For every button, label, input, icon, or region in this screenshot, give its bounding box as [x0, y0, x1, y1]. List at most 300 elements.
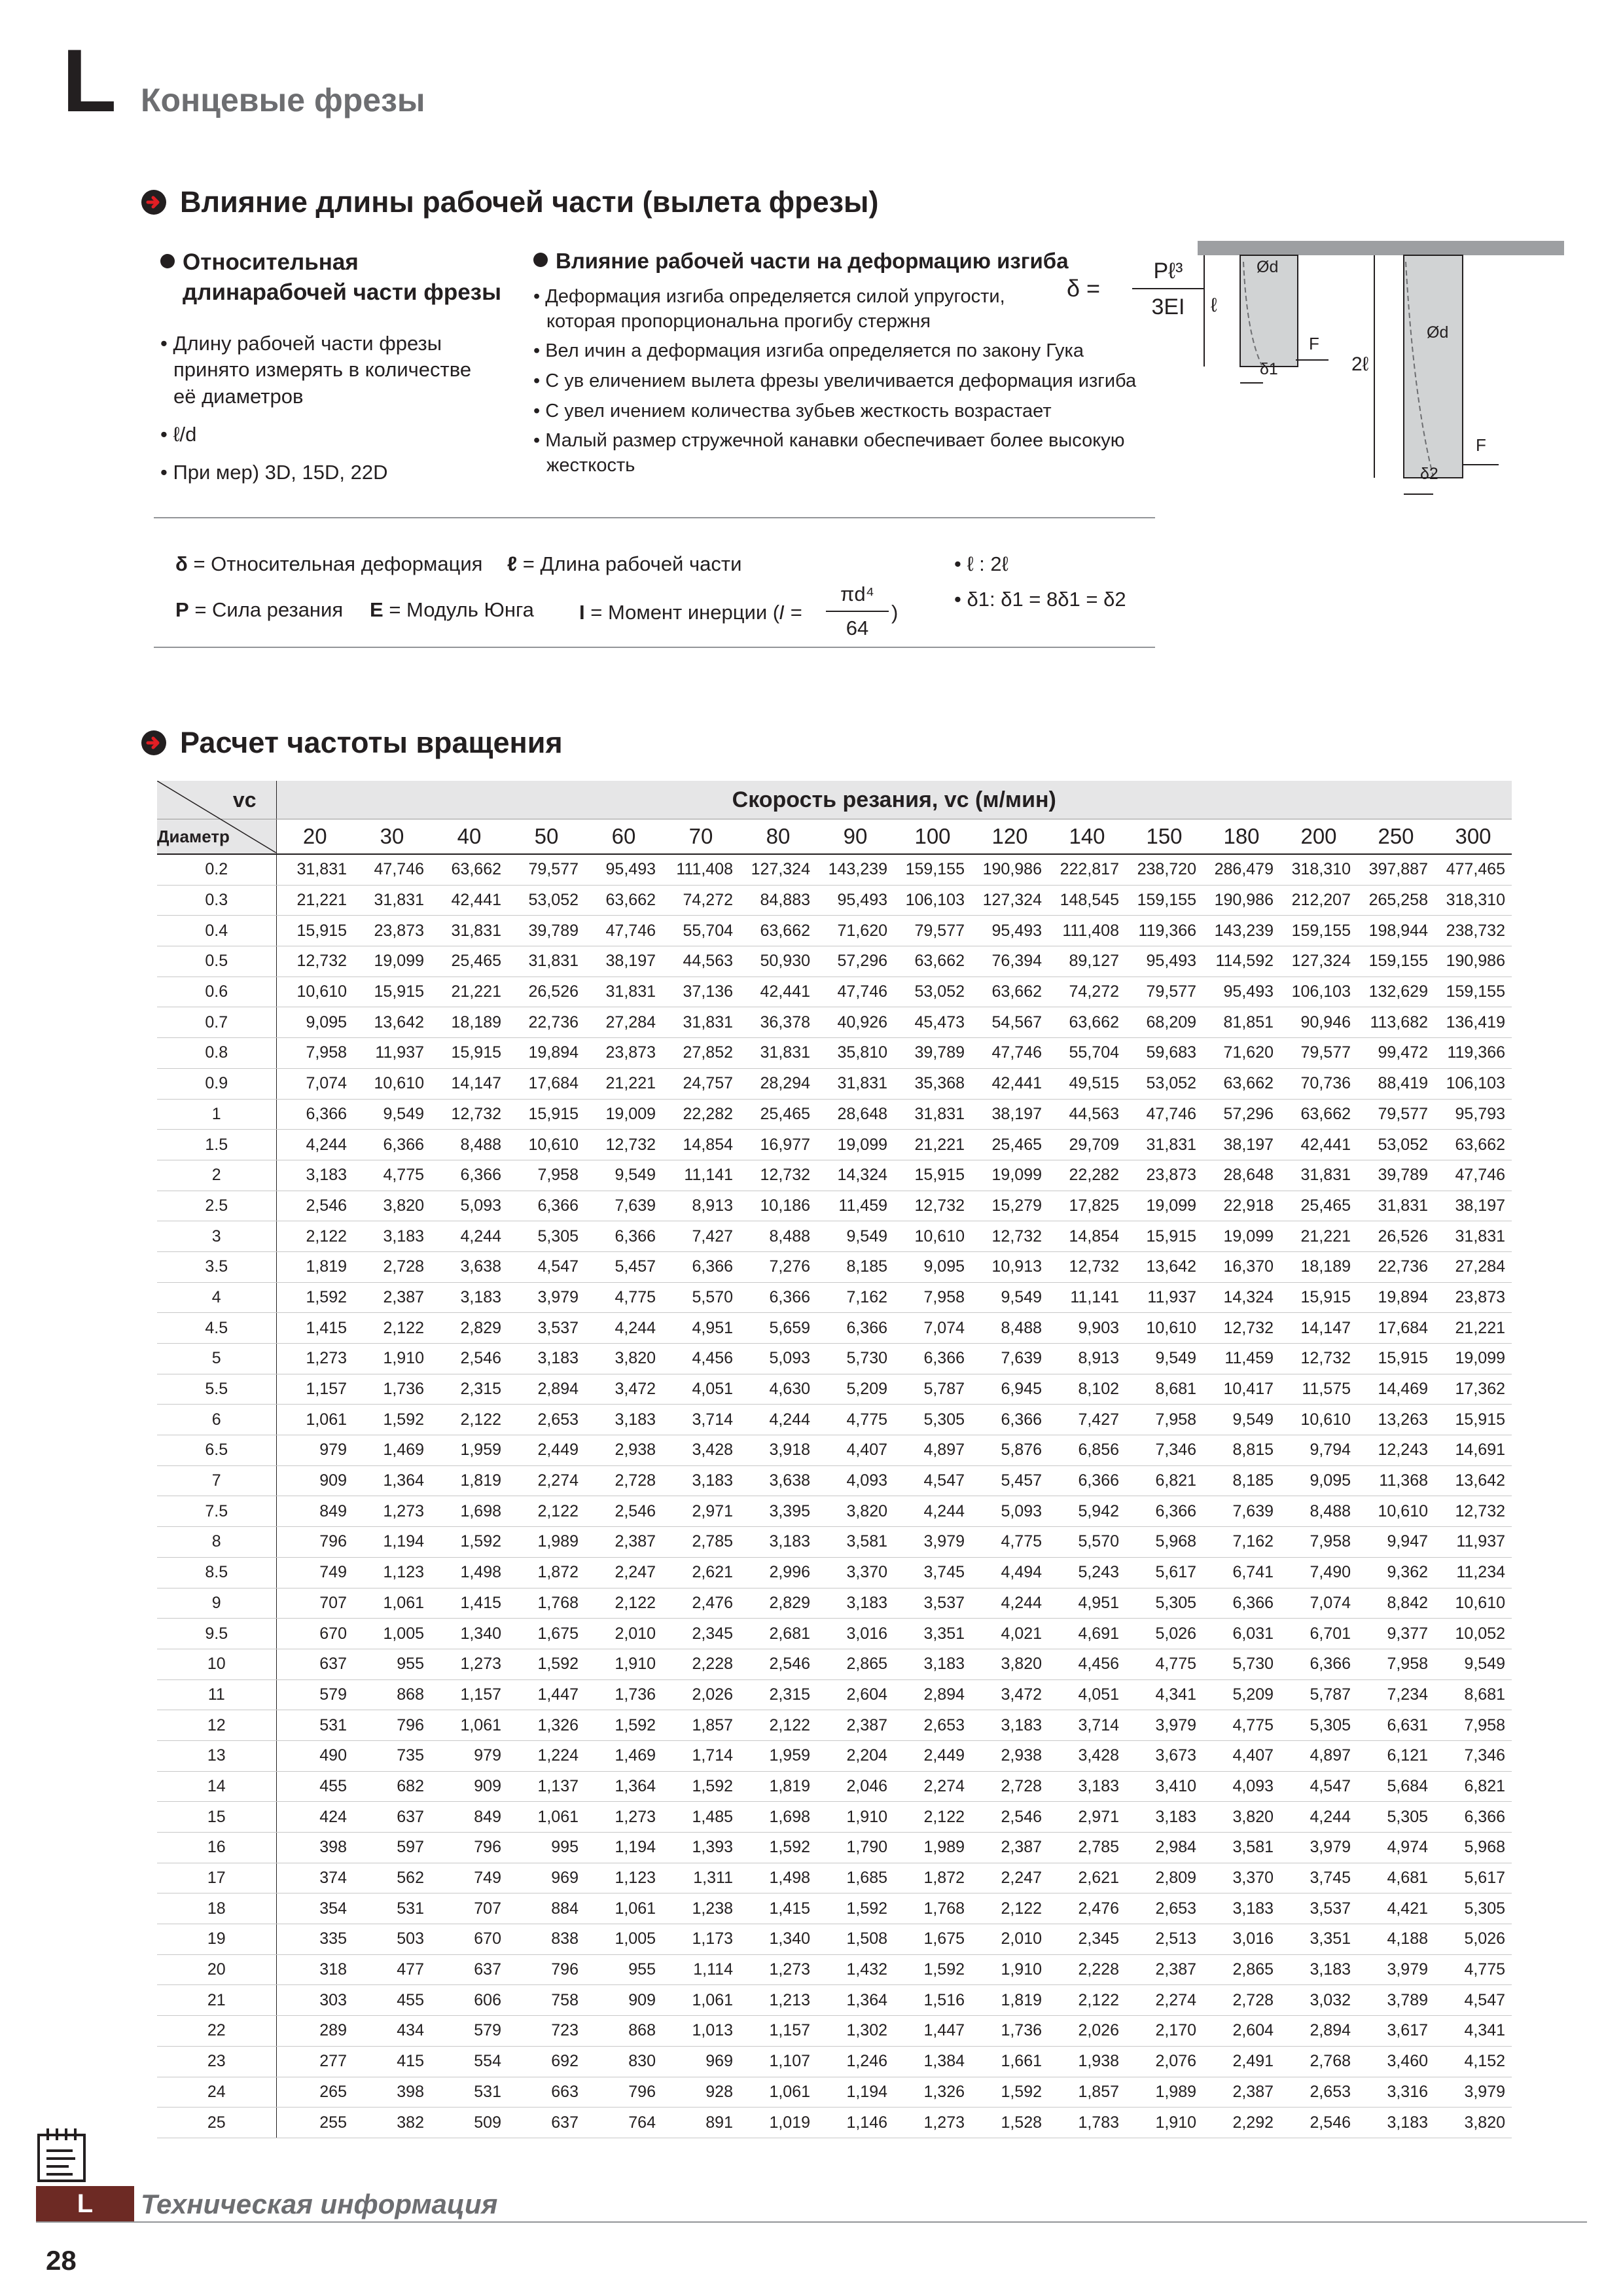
rpm-cell: 2,315: [740, 1679, 817, 1710]
rpm-cell: 24,757: [662, 1068, 740, 1099]
section-heading-rpm: [141, 728, 563, 757]
table-row: [157, 977, 1512, 1007]
rpm-cell: 28,648: [817, 1099, 894, 1130]
page-number: 28: [46, 2245, 77, 2276]
rpm-cell: 1,364: [585, 1771, 662, 1802]
rpm-cell: 4,407: [817, 1435, 894, 1466]
rpm-cell: 95,493: [1126, 946, 1203, 977]
legend-symbol: δ: [175, 552, 188, 575]
rpm-cell: 1,819: [740, 1771, 817, 1802]
rpm-cell: 1,384: [894, 2046, 971, 2077]
rpm-cell: 74,272: [662, 885, 740, 916]
diameter-cell: 9.5: [157, 1619, 276, 1649]
rpm-cell: 707: [431, 1893, 508, 1924]
rpm-cell: 37,136: [662, 977, 740, 1007]
rpm-cell: 31,831: [276, 854, 353, 885]
rpm-cell: 758: [508, 1985, 585, 2016]
speed-header-cell: 30: [353, 819, 431, 855]
rpm-cell: 3,979: [1126, 1710, 1203, 1741]
rpm-cell: 1,238: [662, 1893, 740, 1924]
inertia-denominator: 64: [846, 617, 869, 639]
rpm-cell: 1,790: [817, 1833, 894, 1863]
rpm-cell: 53,052: [508, 885, 585, 916]
rpm-cell: 22,736: [1357, 1251, 1435, 1282]
rpm-cell: 2,387: [353, 1282, 431, 1313]
rpm-cell: 1,326: [894, 2077, 971, 2108]
rpm-cell: 2,681: [740, 1619, 817, 1649]
rpm-cell: 21,221: [276, 885, 353, 916]
rpm-cell: 1,989: [894, 1833, 971, 1863]
diameter-cell: 0.6: [157, 977, 276, 1007]
heading-line: Относительная: [183, 249, 359, 275]
rpm-cell: 12,732: [1048, 1251, 1126, 1282]
rpm-cell: 3,183: [353, 1221, 431, 1252]
speed-header-cell: 200: [1280, 819, 1357, 855]
bending-heading: [533, 247, 1162, 276]
inertia-fraction-line: [826, 611, 889, 612]
legend-length: [507, 552, 741, 576]
bullet-text: С увел ичением количества зубьев жесткость возрастает: [545, 400, 1052, 422]
rpm-cell: 4,951: [662, 1313, 740, 1344]
chapter-letter: L: [62, 31, 117, 130]
diameter-cell: 3.5: [157, 1251, 276, 1282]
rpm-cell: 2,621: [662, 1557, 740, 1588]
diameter-cell: 0.5: [157, 946, 276, 977]
rpm-cell: 6,366: [353, 1130, 431, 1160]
rpm-cell: 1,592: [662, 1771, 740, 1802]
rpm-cell: 1,783: [1048, 2108, 1126, 2138]
rpm-cell: 63,662: [1435, 1130, 1512, 1160]
inertia-close: ): [891, 601, 899, 624]
rpm-cell: 2,604: [1203, 2016, 1280, 2047]
rpm-cell: 11,937: [1435, 1527, 1512, 1558]
rpm-cell: 148,545: [1048, 885, 1126, 916]
rpm-cell: 29,709: [1048, 1130, 1126, 1160]
rpm-cell: 3,370: [817, 1557, 894, 1588]
rpm-cell: 4,093: [1203, 1771, 1280, 1802]
rpm-cell: 7,162: [817, 1282, 894, 1313]
table-row: [157, 1833, 1512, 1863]
rpm-cell: 74,272: [1048, 977, 1126, 1007]
rpm-cell: 8,913: [662, 1191, 740, 1221]
rpm-cell: 1,364: [817, 1985, 894, 2016]
rpm-cell: 1,661: [971, 2046, 1048, 2077]
diagram-label-delta1: δ1: [1260, 360, 1278, 378]
corner-diameter: Диаметр: [157, 819, 276, 855]
rpm-cell: 891: [662, 2108, 740, 2138]
rpm-cell: 55,704: [662, 916, 740, 946]
rpm-cell: 6,366: [431, 1160, 508, 1191]
rpm-cell: 9,362: [1357, 1557, 1435, 1588]
rpm-cell: 11,937: [353, 1038, 431, 1069]
rpm-cell: 1,194: [585, 1833, 662, 1863]
rpm-cell: 88,419: [1357, 1068, 1435, 1099]
rpm-cell: 455: [276, 1771, 353, 1802]
diameter-cell: 8: [157, 1527, 276, 1558]
rpm-cell: 19,099: [353, 946, 431, 977]
rpm-cell: 127,324: [1280, 946, 1357, 977]
rpm-cell: 1,910: [817, 1802, 894, 1833]
rpm-cell: 3,581: [817, 1527, 894, 1558]
rpm-cell: 4,021: [971, 1619, 1048, 1649]
rpm-cell: 10,052: [1435, 1619, 1512, 1649]
rpm-cell: 119,366: [1126, 916, 1203, 946]
rpm-cell: 4,244: [431, 1221, 508, 1252]
formula-lhs: δ =: [1067, 275, 1101, 302]
rpm-cell: 79,577: [1357, 1099, 1435, 1130]
table-row: [157, 1221, 1512, 1252]
rpm-cell: 3,183: [276, 1160, 353, 1191]
rpm-cell: 127,324: [971, 885, 1048, 916]
rpm-cell: 4,775: [353, 1160, 431, 1191]
rpm-cell: 21,221: [431, 977, 508, 1007]
rpm-cell: 6,366: [662, 1251, 740, 1282]
rpm-cell: 47,746: [1126, 1099, 1203, 1130]
rpm-cell: 5,305: [1280, 1710, 1357, 1741]
rpm-cell: 909: [431, 1771, 508, 1802]
rpm-cell: 1,592: [585, 1710, 662, 1741]
rpm-cell: 6,366: [508, 1191, 585, 1221]
rpm-cell: 1,213: [740, 1985, 817, 2016]
rpm-cell: 8,681: [1435, 1679, 1512, 1710]
rpm-cell: 1,910: [353, 1344, 431, 1374]
rpm-cell: 2,387: [1126, 1954, 1203, 1985]
rpm-cell: 15,915: [1435, 1405, 1512, 1435]
rpm-cell: 503: [353, 1924, 431, 1955]
rpm-cell: 1,273: [276, 1344, 353, 1374]
table-row: [157, 1954, 1512, 1985]
rpm-cell: 45,473: [894, 1007, 971, 1038]
rpm-cell: 28,648: [1203, 1160, 1280, 1191]
rpm-cell: 1,592: [740, 1833, 817, 1863]
rpm-cell: 18,189: [431, 1007, 508, 1038]
rpm-cell: 2,829: [431, 1313, 508, 1344]
rpm-cell: 4,244: [1280, 1802, 1357, 1833]
rpm-cell: 159,155: [1280, 916, 1357, 946]
rpm-cell: 3,820: [353, 1191, 431, 1221]
rpm-cell: 90,946: [1280, 1007, 1357, 1038]
rpm-cell: 39,789: [1357, 1160, 1435, 1191]
rpm-cell: 637: [508, 2108, 585, 2138]
rpm-cell: 53,052: [1357, 1130, 1435, 1160]
rpm-cell: 31,831: [662, 1007, 740, 1038]
table-row: [157, 2016, 1512, 2047]
rpm-cell: 830: [585, 2046, 662, 2077]
rpm-cell: 1,273: [740, 1954, 817, 1985]
rpm-cell: 1,393: [662, 1833, 740, 1863]
rpm-cell: 6,366: [1048, 1465, 1126, 1496]
rpm-cell: 95,493: [817, 885, 894, 916]
diameter-cell: 0.9: [157, 1068, 276, 1099]
table-row: [157, 1649, 1512, 1679]
rpm-cell: 190,986: [1203, 885, 1280, 916]
rpm-cell: 1,061: [740, 2077, 817, 2108]
rpm-cell: 2,122: [740, 1710, 817, 1741]
diameter-cell: 0.4: [157, 916, 276, 946]
rpm-cell: 2,387: [585, 1527, 662, 1558]
rpm-cell: 8,102: [1048, 1374, 1126, 1405]
diameter-cell: 0.7: [157, 1007, 276, 1038]
rpm-cell: 95,493: [1203, 977, 1280, 1007]
rpm-cell: 5,093: [431, 1191, 508, 1221]
rpm-cell: 2,345: [662, 1619, 740, 1649]
rpm-cell: 4,341: [1126, 1679, 1203, 1710]
rpm-cell: 5,942: [1048, 1496, 1126, 1527]
table-row: [157, 1405, 1512, 1435]
rpm-cell: 1,273: [353, 1496, 431, 1527]
table-row: [157, 2077, 1512, 2108]
diameter-cell: 10: [157, 1649, 276, 1679]
rpm-cell: 2,546: [276, 1191, 353, 1221]
rpm-cell: 9,095: [894, 1251, 971, 1282]
rpm-cell: 1,107: [740, 2046, 817, 2077]
rpm-cell: 49,515: [1048, 1068, 1126, 1099]
rpm-cell: 2,026: [662, 1679, 740, 1710]
rpm-cell: 2,491: [1203, 2046, 1280, 2077]
rpm-cell: 7,346: [1435, 1740, 1512, 1771]
speed-header-cell: 50: [508, 819, 585, 855]
bullet-item: • При мер) 3D, 15D, 22D: [160, 461, 388, 484]
rpm-cell: 31,831: [585, 977, 662, 1007]
rpm-cell: 4,974: [1357, 1833, 1435, 1863]
table-row: [157, 1068, 1512, 1099]
table-row: [157, 2046, 1512, 2077]
rpm-cell: 5,305: [508, 1221, 585, 1252]
rpm-cell: 2,894: [508, 1374, 585, 1405]
table-row: [157, 1802, 1512, 1833]
rpm-cell: 5,305: [894, 1405, 971, 1435]
rpm-cell: 12,732: [971, 1221, 1048, 1252]
diameter-cell: 20: [157, 1954, 276, 1985]
rpm-cell: 2,809: [1126, 1863, 1203, 1893]
rpm-cell: 3,820: [1203, 1802, 1280, 1833]
rpm-cell: 2,546: [431, 1344, 508, 1374]
rpm-cell: 2,894: [1280, 2016, 1357, 2047]
rpm-cell: 5,093: [971, 1496, 1048, 1527]
rpm-cell: 2,076: [1126, 2046, 1203, 2077]
bullet-item: • Длину рабочей части фрезы: [160, 332, 442, 355]
rpm-cell: 31,831: [817, 1068, 894, 1099]
rpm-cell: 31,831: [1280, 1160, 1357, 1191]
diameter-cell: 0.3: [157, 885, 276, 916]
rpm-cell: 55,704: [1048, 1038, 1126, 1069]
rpm-cell: 1,246: [817, 2046, 894, 2077]
rpm-cell: 3,979: [894, 1527, 971, 1558]
rpm-cell: 2,938: [971, 1740, 1048, 1771]
legend-text: = Длина рабочей части: [522, 552, 742, 575]
diameter-cell: 16: [157, 1833, 276, 1863]
bullet-text: жесткость: [546, 455, 635, 476]
table-row: [157, 1619, 1512, 1649]
rpm-cell: 15,915: [1280, 1282, 1357, 1313]
rpm-cell: 23,873: [353, 916, 431, 946]
rpm-cell: 2,449: [894, 1740, 971, 1771]
table-row: [157, 1007, 1512, 1038]
rpm-cell: 3,183: [971, 1710, 1048, 1741]
rpm-cell: 3,714: [1048, 1710, 1126, 1741]
rpm-cell: 1,872: [894, 1863, 971, 1893]
formula-denominator: 3EI: [1151, 295, 1185, 319]
section-heading-bending: [141, 187, 878, 217]
rpm-cell: 222,817: [1048, 854, 1126, 885]
rpm-cell: 15,279: [971, 1191, 1048, 1221]
rpm-cell: 6,366: [894, 1344, 971, 1374]
rpm-cell: 21,221: [1435, 1313, 1512, 1344]
rpm-cell: 95,493: [971, 916, 1048, 946]
rpm-cell: 796: [276, 1527, 353, 1558]
rpm-cell: 1,364: [353, 1465, 431, 1496]
rpm-cell: 3,183: [431, 1282, 508, 1313]
speed-header-cell: 60: [585, 819, 662, 855]
heading-text: Влияние рабочей части на деформацию изгиба: [556, 249, 1069, 273]
rpm-cell: 318,310: [1435, 885, 1512, 916]
diagram-label-delta2: δ2: [1420, 465, 1438, 483]
legend-inertia: [579, 601, 779, 624]
rpm-cell: 1,592: [508, 1649, 585, 1679]
rpm-cell: 928: [662, 2077, 740, 2108]
rpm-cell: 38,197: [1435, 1191, 1512, 1221]
rpm-cell: 265: [276, 2077, 353, 2108]
rpm-cell: 9,095: [276, 1007, 353, 1038]
rpm-cell: 3,979: [1435, 2077, 1512, 2108]
rpm-cell: 707: [276, 1588, 353, 1619]
diagram-label-l2: 2ℓ: [1351, 353, 1369, 375]
footer-title: Техническая информация: [141, 2189, 498, 2219]
rpm-cell: 2,247: [585, 1557, 662, 1588]
rpm-cell: 2,122: [508, 1496, 585, 1527]
rpm-cell: 4,407: [1203, 1740, 1280, 1771]
rpm-cell: 12,732: [894, 1191, 971, 1221]
rpm-cell: 143,239: [1203, 916, 1280, 946]
rpm-cell: 318: [276, 1954, 353, 1985]
rpm-cell: 113,682: [1357, 1007, 1435, 1038]
rpm-cell: 63,662: [971, 977, 1048, 1007]
rpm-cell: 849: [431, 1802, 508, 1833]
rpm-cell: 63,662: [1280, 1099, 1357, 1130]
rpm-cell: 2,728: [585, 1465, 662, 1496]
rpm-cell: 2,449: [508, 1435, 585, 1466]
rpm-cell: 1,736: [585, 1679, 662, 1710]
rpm-cell: 4,456: [662, 1344, 740, 1374]
rpm-cell: 2,247: [971, 1863, 1048, 1893]
rpm-cell: 838: [508, 1924, 585, 1955]
rpm-cell: 7,074: [276, 1068, 353, 1099]
diameter-cell: 22: [157, 2016, 276, 2047]
rpm-cell: 9,095: [1280, 1465, 1357, 1496]
rpm-cell: 53,052: [1126, 1068, 1203, 1099]
rpm-cell: 47,746: [353, 854, 431, 885]
rpm-cell: 71,620: [817, 916, 894, 946]
rpm-cell: 4,775: [1126, 1649, 1203, 1679]
rpm-cell: 2,546: [585, 1496, 662, 1527]
rpm-cell: 23,873: [1435, 1282, 1512, 1313]
rpm-cell: 4,093: [817, 1465, 894, 1496]
rpm-cell: 238,732: [1435, 916, 1512, 946]
rpm-cell: 10,417: [1203, 1374, 1280, 1405]
speed-header-cell: 250: [1357, 819, 1435, 855]
rpm-cell: 3,820: [971, 1649, 1048, 1679]
rpm-cell: 8,815: [1203, 1435, 1280, 1466]
rpm-cell: 25,465: [431, 946, 508, 977]
rpm-cell: 31,831: [1357, 1191, 1435, 1221]
rpm-cell: 398: [276, 1833, 353, 1863]
rpm-cell: 303: [276, 1985, 353, 2016]
rpm-cell: 4,051: [1048, 1679, 1126, 1710]
diameter-cell: 17: [157, 1863, 276, 1893]
legend-symbol: P: [175, 598, 189, 621]
rpm-cell: 31,831: [1435, 1221, 1512, 1252]
diameter-cell: 21: [157, 1985, 276, 2016]
rpm-cell: 663: [508, 2077, 585, 2108]
rpm-cell: 764: [585, 2108, 662, 2138]
rpm-cell: 35,810: [817, 1038, 894, 1069]
rpm-cell: 19,894: [1357, 1282, 1435, 1313]
rpm-cell: 2,274: [508, 1465, 585, 1496]
diameter-cell: 9: [157, 1588, 276, 1619]
rpm-cell: 2,728: [1203, 1985, 1280, 2016]
rpm-cell: 8,488: [1280, 1496, 1357, 1527]
rpm-cell: 4,547: [1280, 1771, 1357, 1802]
rpm-cell: 7,958: [508, 1160, 585, 1191]
rpm-cell: 7,074: [1280, 1588, 1357, 1619]
rpm-cell: 6,701: [1280, 1619, 1357, 1649]
rpm-cell: 2,653: [894, 1710, 971, 1741]
rpm-cell: 9,794: [1280, 1435, 1357, 1466]
table-row: [157, 1679, 1512, 1710]
rpm-cell: 1,592: [894, 1954, 971, 1985]
rpm-cell: 796: [508, 1954, 585, 1985]
rpm-cell: 6,821: [1126, 1465, 1203, 1496]
rpm-cell: 3,581: [1203, 1833, 1280, 1863]
rpm-cell: 3,183: [508, 1344, 585, 1374]
rpm-cell: 1,273: [585, 1802, 662, 1833]
rpm-cell: 723: [508, 2016, 585, 2047]
rpm-cell: 31,831: [431, 916, 508, 946]
rpm-cell: 238,720: [1126, 854, 1203, 885]
rpm-cell: 3,016: [817, 1619, 894, 1649]
rpm-cell: 2,546: [1280, 2108, 1357, 2138]
rpm-cell: 1,311: [662, 1863, 740, 1893]
rpm-cell: 318,310: [1280, 854, 1357, 885]
rpm-cell: 8,488: [431, 1130, 508, 1160]
rpm-cell: 25,465: [971, 1130, 1048, 1160]
rpm-cell: 17,684: [1357, 1313, 1435, 1344]
rpm-cell: 637: [431, 1954, 508, 1985]
rpm-cell: 1,592: [971, 2077, 1048, 2108]
rpm-cell: 955: [585, 1954, 662, 1985]
rpm-cell: 54,567: [971, 1007, 1048, 1038]
rpm-cell: 71,620: [1203, 1038, 1280, 1069]
rpm-cell: 2,621: [1048, 1863, 1126, 1893]
rpm-cell: 50,930: [740, 946, 817, 977]
diameter-cell: 15: [157, 1802, 276, 1833]
rpm-cell: 1,592: [817, 1893, 894, 1924]
rpm-cell: 31,831: [894, 1099, 971, 1130]
rpm-cell: 7,074: [894, 1313, 971, 1344]
rpm-cell: 4,188: [1357, 1924, 1435, 1955]
rpm-cell: 14,854: [662, 1130, 740, 1160]
rpm-cell: 5,209: [1203, 1679, 1280, 1710]
legend-symbol: E: [370, 598, 383, 621]
rpm-cell: 111,408: [1048, 916, 1126, 946]
rpm-cell: 9,549: [1126, 1344, 1203, 1374]
rpm-cell: 7,490: [1280, 1557, 1357, 1588]
rpm-cell: 4,897: [1280, 1740, 1357, 1771]
rpm-cell: 14,691: [1435, 1435, 1512, 1466]
rpm-cell: 1,592: [276, 1282, 353, 1313]
table-row: [157, 1863, 1512, 1893]
rpm-cell: 3,979: [1280, 1833, 1357, 1863]
